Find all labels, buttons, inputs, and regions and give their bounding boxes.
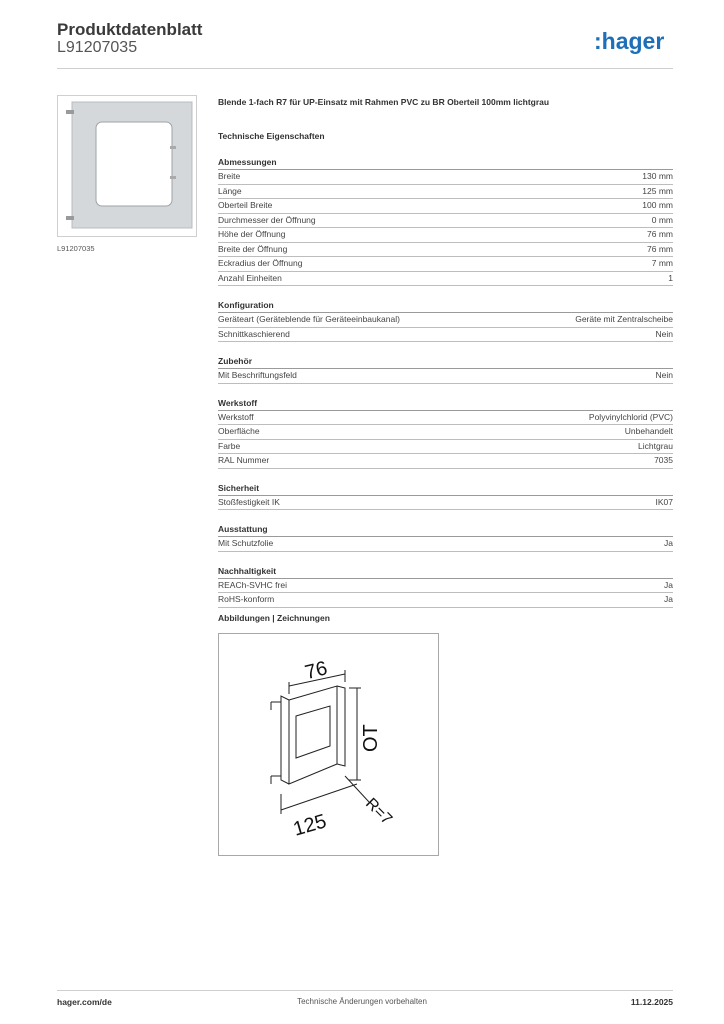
dimension-drawing	[219, 634, 438, 855]
dim-bottom-label: 125	[290, 810, 329, 841]
spec-row	[218, 313, 673, 328]
spec-label: Mit Beschriftungsfeld	[218, 370, 297, 380]
footer-date: 11.12.2025	[630, 997, 673, 1007]
spec-value: 76 mm	[647, 229, 673, 239]
product-title: Blende 1-fach R7 für UP-Einsatz mit Rahmen PVC zu BR Oberteil 100mm lichtgrau	[218, 97, 550, 107]
spec-label: Oberfläche	[218, 426, 260, 436]
spec-row	[218, 369, 673, 384]
spec-label: Mit Schutzfolie	[218, 538, 274, 548]
dim-radius-label: R=7	[362, 795, 396, 829]
spec-label: Breite	[218, 171, 241, 181]
spec-value: 130 mm	[642, 171, 673, 181]
section-nachhaltigkeit	[218, 565, 673, 608]
spec-row	[218, 199, 673, 214]
section-sicherheit	[218, 482, 673, 511]
spec-row	[218, 257, 673, 272]
spec-label: Länge	[218, 185, 242, 196]
image-caption: L91207035	[57, 244, 95, 253]
figures-heading: Abbildungen | Zeichnungen	[218, 613, 330, 623]
spec-label: RoHS-konform	[218, 594, 275, 604]
footer-divider	[57, 990, 673, 991]
spec-value: Ja	[664, 538, 673, 548]
spec-value: 125 mm	[642, 185, 673, 196]
spec-row	[218, 579, 673, 594]
spec-value: Polyvinylchlorid (PVC)	[588, 411, 673, 422]
spec-value: Geräte mit Zentralscheibe	[575, 314, 673, 324]
header-divider	[57, 68, 673, 69]
spec-label: RAL Nummer	[218, 455, 270, 465]
logo-text: :hager	[594, 28, 665, 54]
spec-label: Durchmesser der Öffnung	[218, 214, 316, 225]
spec-value: Unbehandelt	[624, 426, 673, 436]
spec-row	[218, 496, 673, 511]
spec-label: Eckradius der Öffnung	[218, 258, 303, 268]
section-title: Abmessungen	[218, 156, 673, 170]
section-title: Zubehör	[218, 355, 673, 369]
section-abmessungen	[218, 156, 673, 286]
section-zubehoer	[218, 355, 673, 384]
spec-label: Höhe der Öffnung	[218, 229, 286, 239]
spec-value: Ja	[664, 594, 673, 604]
spec-label: Werkstoff	[218, 411, 254, 422]
spec-table	[218, 156, 673, 621]
spec-value: 1	[668, 272, 673, 283]
website-link[interactable]: hager.com/de	[57, 997, 112, 1007]
spec-row	[218, 170, 673, 185]
spec-label: REACh-SVHC frei	[218, 579, 287, 590]
spec-label: Schnittkaschierend	[218, 328, 290, 339]
spec-value: Ja	[664, 579, 673, 590]
section-ausstattung	[218, 523, 673, 552]
product-image	[57, 95, 197, 237]
spec-row	[218, 272, 673, 287]
spec-row	[218, 185, 673, 200]
spec-row	[218, 454, 673, 469]
spec-row	[218, 328, 673, 343]
product-number: L91207035	[57, 39, 138, 56]
spec-value: IK07	[655, 496, 673, 507]
spec-label: Anzahl Einheiten	[218, 272, 282, 283]
footer-disclaimer: Technische Änderungen vorbehalten	[297, 997, 427, 1006]
spec-row	[218, 214, 673, 229]
spec-value: Nein	[655, 328, 673, 339]
section-konfiguration	[218, 299, 673, 342]
hager-logo	[594, 28, 674, 56]
spec-value: 100 mm	[642, 200, 673, 210]
dim-side-label: OT	[360, 724, 382, 752]
spec-row	[218, 243, 673, 258]
tech-properties-heading: Technische Eigenschaften	[218, 131, 325, 141]
dim-top-label: 76	[302, 657, 330, 685]
spec-row	[218, 411, 673, 426]
spec-row	[218, 593, 673, 608]
section-title: Konfiguration	[218, 299, 673, 313]
spec-value: 76 mm	[647, 243, 673, 254]
spec-row	[218, 440, 673, 455]
section-werkstoff	[218, 397, 673, 469]
section-title: Nachhaltigkeit	[218, 565, 673, 579]
section-title: Ausstattung	[218, 523, 673, 537]
spec-row	[218, 228, 673, 243]
spec-label: Breite der Öffnung	[218, 243, 288, 254]
section-title: Werkstoff	[218, 397, 673, 411]
spec-label: Farbe	[218, 440, 241, 451]
product-photo-illustration	[58, 96, 196, 236]
spec-row	[218, 537, 673, 552]
spec-value: Nein	[655, 370, 673, 380]
spec-value: 0 mm	[651, 214, 673, 225]
spec-row	[218, 425, 673, 440]
spec-value: 7 mm	[651, 258, 673, 268]
spec-label: Oberteil Breite	[218, 200, 273, 210]
page-title: Produktdatenblatt	[57, 20, 203, 39]
spec-label: Stoßfestigkeit IK	[218, 496, 280, 507]
spec-label: Geräteart (Geräteblende für Geräteeinbaukanal)	[218, 314, 400, 324]
technical-drawing	[218, 633, 439, 856]
spec-value: Lichtgrau	[638, 440, 673, 451]
spec-value: 7035	[654, 455, 673, 465]
section-title: Sicherheit	[218, 482, 673, 496]
